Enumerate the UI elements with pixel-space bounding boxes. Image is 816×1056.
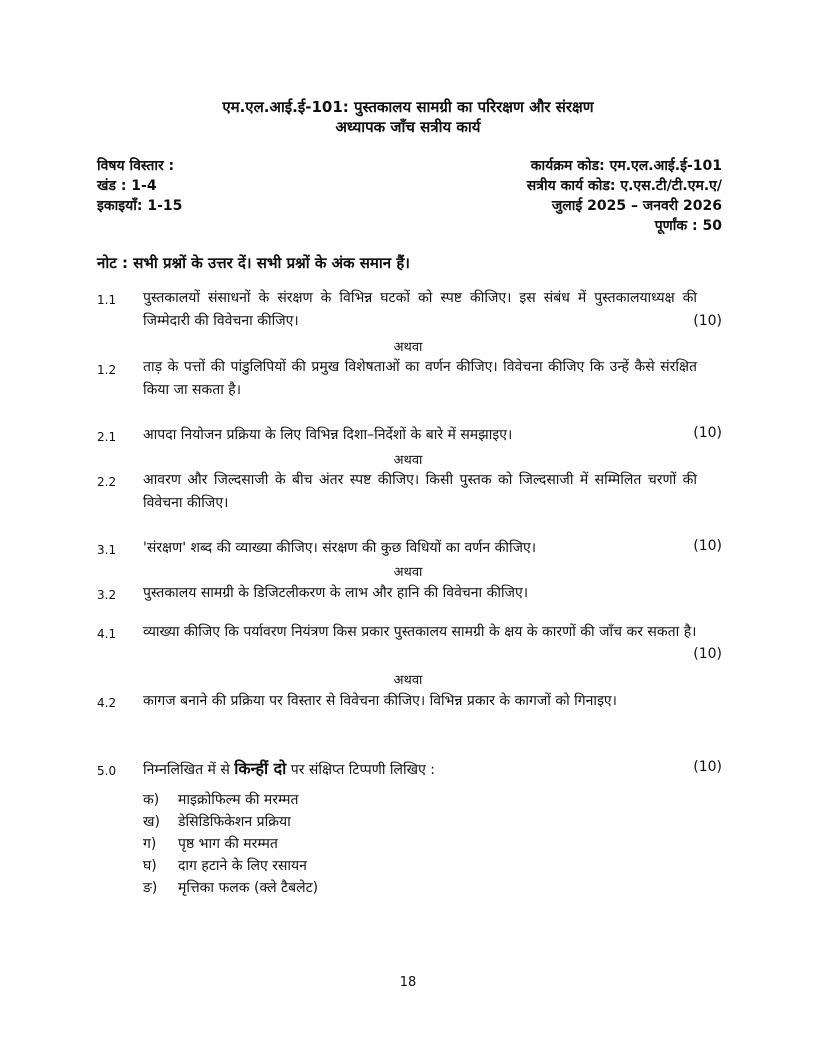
question-text: आपदा नियोजन प्रक्रिया के लिए विभिन्न दिशा–निर्देशों के बारे में समझाइए।: [143, 427, 513, 443]
or-separator: अथवा: [393, 673, 423, 688]
question-marks: (10): [693, 425, 722, 441]
question-text: व्याख्या कीजिए कि पर्यावरण नियंत्रण किस प्रकार पुस्तकालय सामग्री के क्षय के कारणों की जाँच कर सकता है।: [143, 624, 697, 640]
question-text: पुस्तकालयों संसाधनों के संरक्षण के विभिन्न घटकों को स्पष्ट कीजिए। इस संबंध में पुस्तकालयाध्यक्ष की जिम्मेदारी की विवेचना कीजिए।: [143, 290, 697, 329]
question-number: 2.1: [97, 430, 117, 444]
question-text: आवरण और जिल्दसाजी के बीच अंतर स्पष्ट कीजिए। किसी पुस्तक को जिल्दसाजी में सम्मिलित चरणों की विवेचना कीजिए।: [143, 472, 697, 511]
meta-subject: विषय विस्तार :: [97, 158, 175, 174]
question-text-part: निम्नलिखित में से: [143, 762, 235, 778]
question-text: ताड़ के पत्तों की पांडुलिपियों की प्रमुख विशेषताओं का वर्णन कीजिए। विवेचना कीजिए कि उन्हें कैसे संरक्षित किया जा सकता है।: [143, 359, 697, 398]
meta-block: खंड : 1-4: [97, 178, 157, 194]
question-text-part: पर संक्षिप्त टिप्पणी लिखिए :: [286, 762, 436, 778]
or-separator: अथवा: [393, 340, 423, 355]
or-separator: अथवा: [393, 453, 423, 468]
sub-item-text: डेसिडिफिकेशन प्रक्रिया: [178, 814, 291, 830]
instructions-note: नोट : सभी प्रश्नों के उत्तर दें। सभी प्रश्नों के अंक समान हैं।: [97, 254, 410, 272]
meta-max-marks: पूर्णांक : 50: [654, 218, 722, 234]
sub-item-text: पृष्ठ भाग की मरम्मत: [178, 836, 278, 852]
question-number: 4.1: [97, 627, 117, 641]
question-text: [143, 757, 697, 782]
document-subtitle: अध्यापक जाँच सत्रीय कार्य: [335, 118, 481, 136]
question-number: 1.1: [97, 293, 117, 307]
meta-programme-code: कार्यक्रम कोड: एम.एल.आई.ई-101: [530, 158, 722, 174]
question-marks: (10): [693, 759, 722, 775]
sub-item-label: क): [143, 792, 160, 808]
question-number: 5.0: [97, 764, 117, 778]
question-number: 2.2: [97, 475, 117, 489]
sub-item-label: ख): [143, 814, 160, 830]
sub-item-label: घ): [143, 858, 157, 874]
question-text: कागज बनाने की प्रक्रिया पर विस्तार से विवेचना कीजिए। विभिन्न प्रकार के कागजों को गिनाइए।: [143, 693, 617, 709]
meta-session: जुलाई 2025 – जनवरी 2026: [551, 198, 722, 214]
question-number: 1.2: [97, 363, 117, 377]
question-number: 3.2: [97, 588, 117, 602]
page-number: 18: [399, 975, 417, 990]
question-number: 3.1: [97, 543, 117, 557]
document-title: एम.एल.आई.ई-101: पुस्तकालय सामग्री का परिरक्षण और संरक्षण: [222, 98, 594, 116]
sub-item-label: ङ): [143, 880, 158, 896]
question-number: 4.2: [97, 696, 117, 710]
question-emphasis: किन्हीं दो: [234, 759, 287, 778]
sub-item-text: माइक्रोफिल्म की मरम्मत: [178, 792, 299, 808]
meta-assignment-code: सत्रीय कार्य कोड: ए.एस.टी/टी.एम.ए/: [526, 178, 722, 194]
question-text: 'संरक्षण' शब्द की व्याख्या कीजिए। संरक्षण की कुछ विधियों का वर्णन कीजिए।: [143, 540, 537, 556]
meta-units: इकाइयाँ: 1-15: [97, 198, 183, 214]
question-text: पुस्तकालय सामग्री के डिजिटलीकरण के लाभ और हानि की विवेचना कीजिए।: [143, 585, 529, 601]
sub-item-text: मृत्तिका फलक (क्ले टैबलेट): [178, 880, 319, 896]
sub-item-label: ग): [143, 836, 157, 852]
question-marks: (10): [693, 313, 722, 329]
question-marks: (10): [693, 646, 722, 662]
sub-item-text: दाग हटाने के लिए रसायन: [178, 858, 307, 874]
question-marks: (10): [693, 538, 722, 554]
or-separator: अथवा: [393, 565, 423, 580]
